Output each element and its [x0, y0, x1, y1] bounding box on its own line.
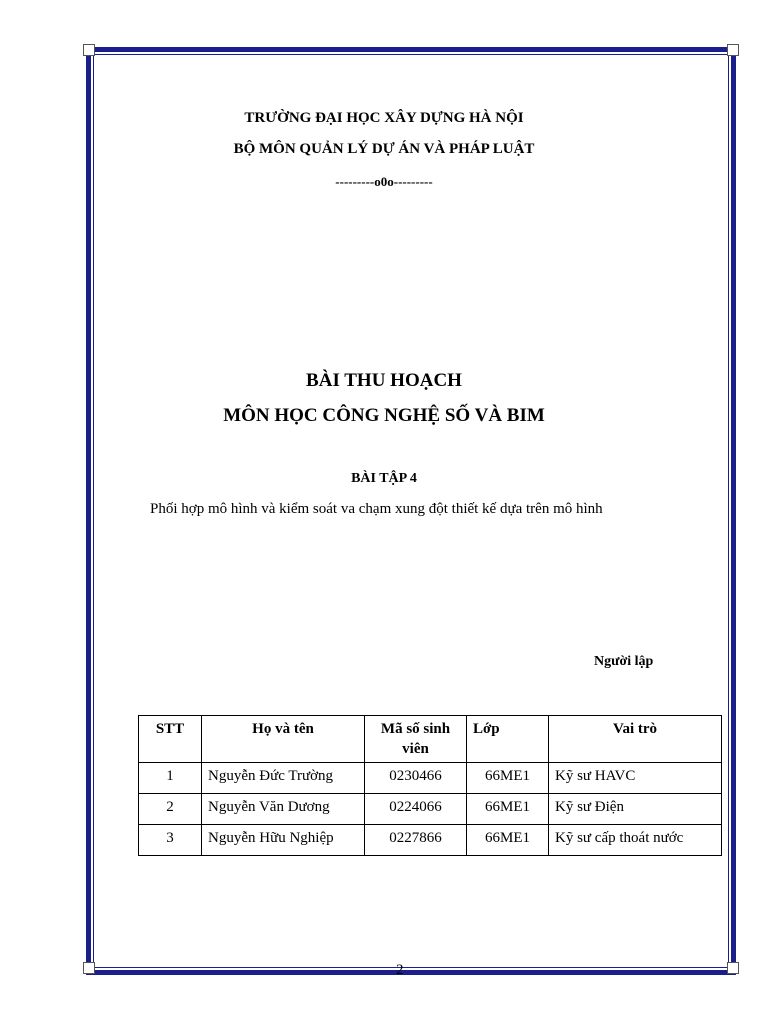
corner-mark-top-left — [83, 44, 95, 56]
cell-class: 66ME1 — [467, 794, 549, 825]
header-stt: STT — [139, 716, 202, 763]
cell-name: Nguyễn Hữu Nghiệp — [202, 825, 365, 856]
header-name: Họ và tên — [202, 716, 365, 763]
cell-name: Nguyễn Văn Dương — [202, 794, 365, 825]
header-class: Lớp — [467, 716, 549, 763]
header-role: Vai trò — [549, 716, 722, 763]
table-row — [139, 763, 722, 794]
page-number: 2 — [396, 962, 404, 978]
corner-mark-top-right — [727, 44, 739, 56]
cell-class: 66ME1 — [467, 763, 549, 794]
header-student-id: Mã số sinh viên — [365, 716, 467, 763]
department-name: BỘ MÔN QUẢN LÝ DỰ ÁN VÀ PHÁP LUẬT — [233, 141, 535, 157]
header-divider: ---------o0o--------- — [335, 174, 433, 189]
cell-stt: 2 — [139, 794, 202, 825]
cell-student-id: 0224066 — [365, 794, 467, 825]
cell-role: Kỹ sư cấp thoát nước — [549, 825, 722, 856]
member-table — [138, 715, 722, 856]
cell-student-id: 0230466 — [365, 763, 467, 794]
corner-mark-bottom-right — [727, 962, 739, 974]
table-row — [139, 825, 722, 856]
university-name: TRƯỜNG ĐẠI HỌC XÂY DỰNG HÀ NỘI — [244, 110, 524, 126]
table-header-row — [139, 716, 722, 763]
author-label: Người lập — [594, 654, 654, 669]
exercise-description: Phối hợp mô hình và kiểm soát va chạm xung đột thiết kế dựa trên mô hình — [150, 501, 603, 517]
cell-class: 66ME1 — [467, 825, 549, 856]
cell-role: Kỹ sư HAVC — [549, 763, 722, 794]
table-row — [139, 794, 722, 825]
course-title: MÔN HỌC CÔNG NGHỆ SỐ VÀ BIM — [223, 405, 545, 426]
cell-stt: 3 — [139, 825, 202, 856]
corner-mark-bottom-left — [83, 962, 95, 974]
cell-name: Nguyễn Đức Trường — [202, 763, 365, 794]
exercise-label: BÀI TẬP 4 — [351, 471, 417, 486]
cell-student-id: 0227866 — [365, 825, 467, 856]
cell-role: Kỹ sư Điện — [549, 794, 722, 825]
report-title: BÀI THU HOẠCH — [306, 370, 462, 391]
cell-stt: 1 — [139, 763, 202, 794]
